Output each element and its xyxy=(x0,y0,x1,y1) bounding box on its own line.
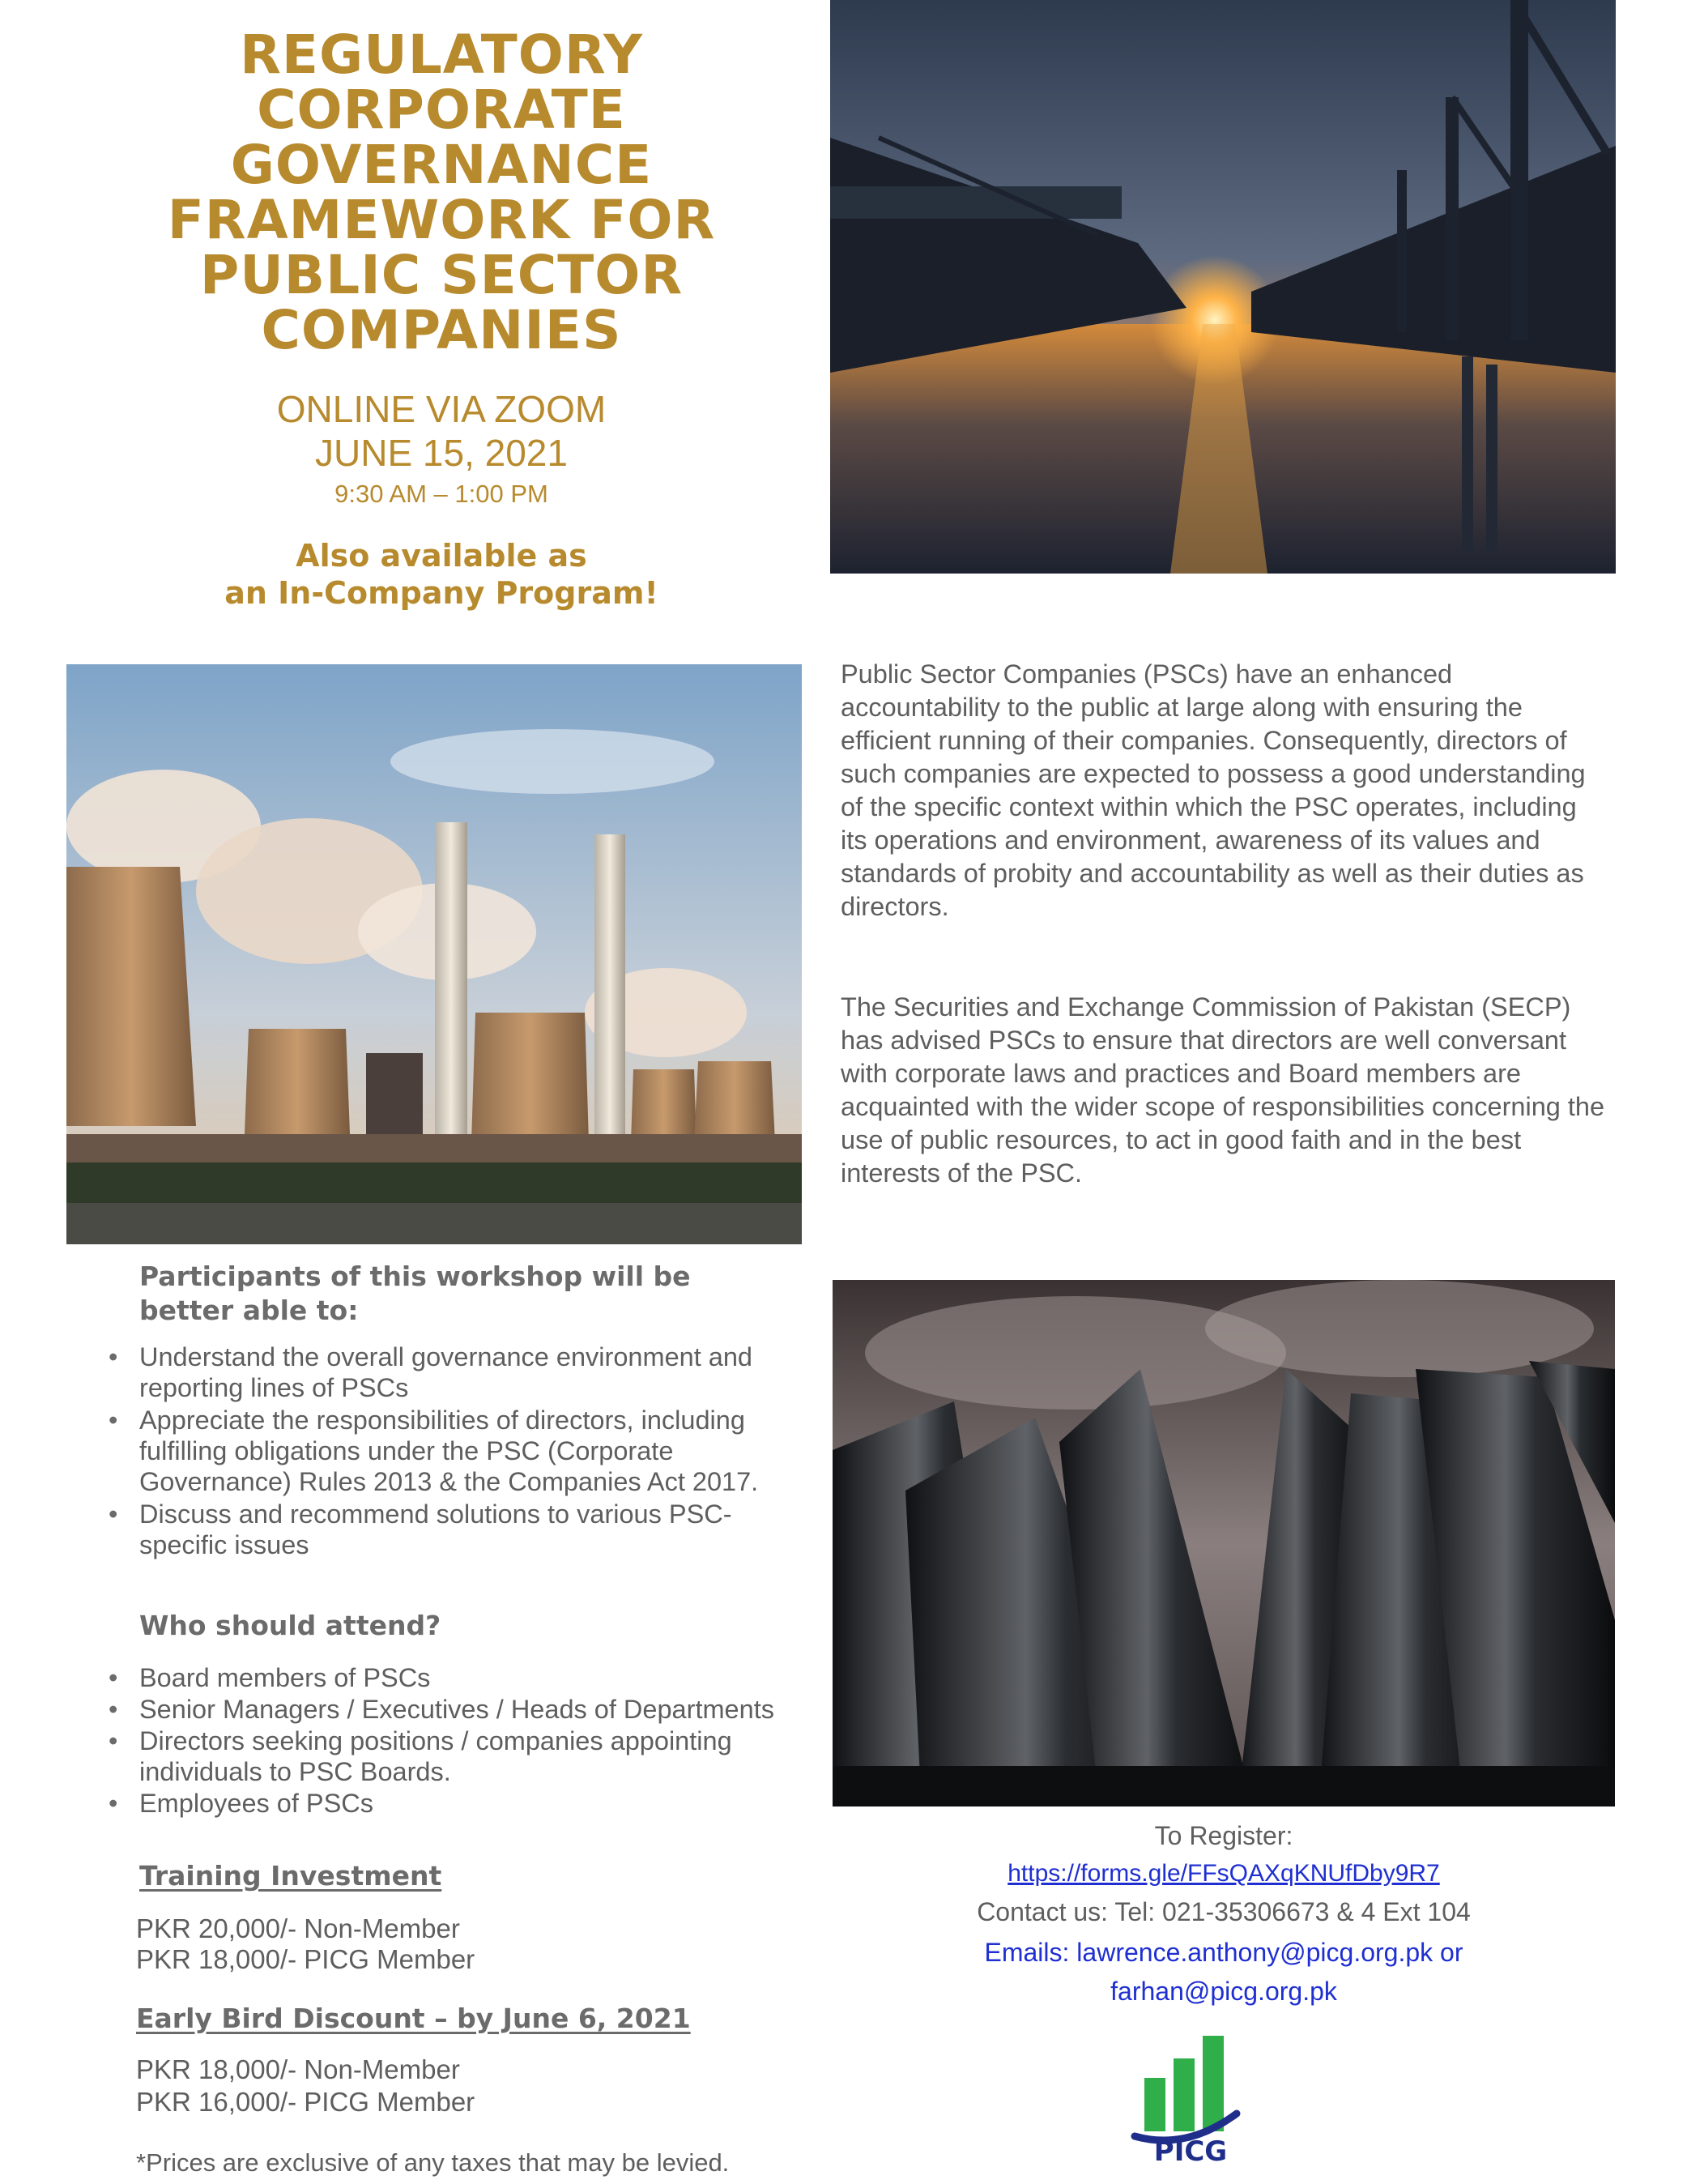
list-item xyxy=(109,1694,797,1725)
logo-bar-icon xyxy=(1174,2058,1195,2131)
list-item-text: Understand the overall governance environment and reporting lines of PSCs xyxy=(139,1342,753,1402)
price-member: PKR 18,000/- PICG Member xyxy=(136,1944,475,1974)
bullet-icon: • xyxy=(109,1789,118,1818)
logo-bar-icon xyxy=(1144,2078,1165,2131)
bullet-icon: • xyxy=(109,1695,118,1724)
availability-line-2: an In-Company Program! xyxy=(224,575,658,611)
list-item-text: Discuss and recommend solutions to various PSC-specific issues xyxy=(139,1499,732,1559)
secp-paragraph: The Securities and Exchange Commission of Pakistan (SECP) has advised PSCs to ensure that directors are well conversant with corporate laws and practices and Board members are acquainted with the wider scope of responsibilities concerning the use of public resources, to act in good faith and in the best interests of the PSC. xyxy=(841,992,1605,1188)
list-item xyxy=(109,1342,797,1403)
title-line: CORPORATE xyxy=(257,79,626,141)
bullet-icon: • xyxy=(109,1499,118,1529)
title-line: PUBLIC SECTOR xyxy=(199,244,684,306)
logo-text: PICG xyxy=(1153,2135,1228,2168)
storage-silos-photo xyxy=(833,1280,1615,1806)
list-item-text: Board members of PSCs xyxy=(139,1663,431,1692)
early-price-member: PKR 16,000/- PICG Member xyxy=(136,2087,475,2117)
training-investment-heading: Training Investment xyxy=(139,1860,442,1892)
intro-paragraph: Public Sector Companies (PSCs) have an enhanced accountability to the public at large along with ensuring the efficient running of their companies. Consequently, directors of such companies are expected to possess a good understanding of the specific context within which the PSC operates, including its operations and environment, awareness of its values and standards of probity and accountability as well as their duties as directors. xyxy=(841,659,1586,921)
list-item xyxy=(109,1725,797,1787)
bullet-icon: • xyxy=(109,1342,118,1371)
title-line: GOVERNANCE xyxy=(230,134,653,196)
list-item xyxy=(109,1405,797,1497)
contact-email-farhan[interactable]: farhan@picg.org.pk xyxy=(1110,1977,1337,2006)
availability-line-1: Also available as xyxy=(296,538,587,574)
list-item xyxy=(109,1662,797,1693)
event-date: JUNE 15, 2021 xyxy=(315,432,568,474)
attend-heading: Who should attend? xyxy=(139,1610,441,1641)
title-line: COMPANIES xyxy=(261,299,622,361)
bullet-icon: • xyxy=(109,1406,118,1435)
early-price-non-member: PKR 18,000/- Non-Member xyxy=(136,2054,460,2084)
contact-phone: Contact us: Tel: 021-35306673 & 4 Ext 104 xyxy=(977,1897,1471,1926)
price-footnote: *Prices are exclusive of any taxes that may be levied. xyxy=(136,2148,730,2177)
bullet-icon: • xyxy=(109,1726,118,1755)
early-bird-heading: Early Bird Discount – by June 6, 2021 xyxy=(136,2003,691,2034)
participants-heading: Participants of this workshop will be better able to: xyxy=(139,1260,691,1326)
registration-link[interactable]: https://forms.gle/FFsQAXqKNUfDby9R7 xyxy=(1008,1860,1440,1887)
bullet-icon: • xyxy=(109,1663,118,1692)
list-item xyxy=(109,1788,797,1819)
harbor-sunset-photo xyxy=(830,0,1616,574)
audience-list xyxy=(109,1662,797,1819)
list-item-text: Employees of PSCs xyxy=(139,1789,374,1818)
power-plant-photo xyxy=(66,664,802,1244)
event-mode: ONLINE VIA ZOOM xyxy=(276,388,607,430)
price-non-member: PKR 20,000/- Non-Member xyxy=(136,1913,460,1943)
list-item-text: Appreciate the responsibilities of directors, including fulfilling obligations under the PSC (Corporate Governance) Rules 2013 & the Companies Act 2017. xyxy=(139,1406,759,1496)
logo-bar-icon xyxy=(1203,2036,1224,2131)
register-label: To Register: xyxy=(1154,1821,1293,1850)
event-time: 9:30 AM – 1:00 PM xyxy=(334,480,548,508)
list-item-text: Senior Managers / Executives / Heads of Departments xyxy=(139,1695,774,1724)
list-item xyxy=(109,1499,797,1560)
title-line: REGULATORY xyxy=(240,23,643,86)
title-line: FRAMEWORK FOR xyxy=(167,189,716,251)
contact-emails[interactable]: Emails: lawrence.anthony@picg.org.pk or xyxy=(984,1938,1463,1967)
flyer-title xyxy=(77,23,806,361)
outcomes-list xyxy=(109,1342,797,1562)
list-item-text: Directors seeking positions / companies appointing individuals to PSC Boards. xyxy=(139,1726,732,1786)
